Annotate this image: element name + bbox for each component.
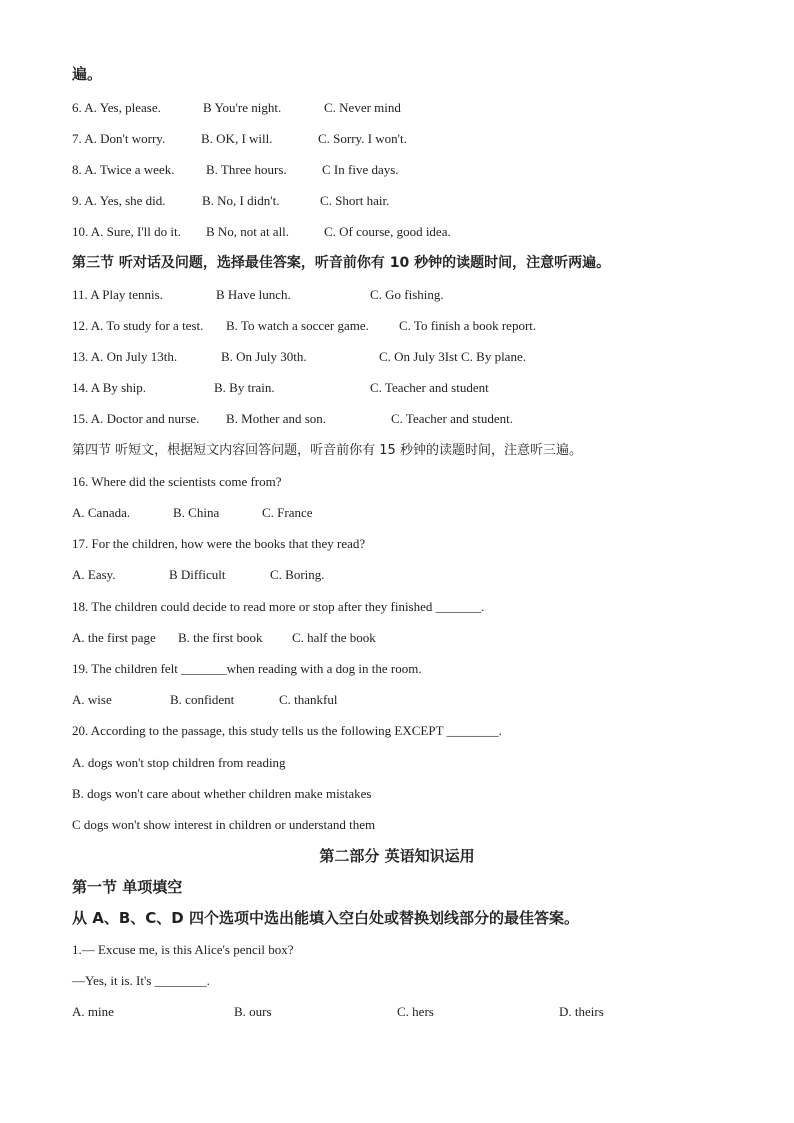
question-20-stem: 20. According to the passage, this study tells us the following EXCEPT ________. — [72, 723, 502, 738]
option-c: C. To finish a book report. — [399, 318, 537, 333]
intro-tail: 遍。 — [72, 65, 103, 83]
option-c: C. Sorry. I won't. — [318, 131, 407, 146]
option-b: B Have lunch. — [216, 287, 291, 302]
option-b: B. On July 30th. — [221, 349, 307, 364]
option-a: 12. A. To study for a test. — [72, 318, 204, 333]
option-c: C. France — [262, 505, 313, 520]
option-a: 14. A By ship. — [72, 380, 147, 395]
option-c: C. half the book — [292, 630, 376, 645]
option-c: C. Never mind — [324, 100, 401, 115]
option-b: B. confident — [170, 692, 235, 707]
question-1-answer: —Yes, it is. It's ________. — [72, 973, 210, 988]
option-c: C. Go fishing. — [370, 287, 444, 302]
question-17-stem: 17. For the children, how were the books that they read? — [72, 536, 366, 551]
option-b: B. Mother and son. — [226, 411, 327, 426]
option-a: 11. A Play tennis. — [72, 287, 163, 302]
option-c: C. Short hair. — [320, 193, 390, 208]
question-20-option-a: A. dogs won't stop children from reading — [72, 755, 286, 770]
option-a: 15. A. Doctor and nurse. — [72, 411, 200, 426]
option-a: 10. A. Sure, I'll do it. — [72, 224, 181, 239]
option-c: C. Teacher and student — [370, 380, 489, 395]
section-3-heading: 第三节 听对话及问题，选择最佳答案，听音前你有 10 秒钟的读题时间，注意听两遍。 — [72, 255, 611, 271]
option-b: B. ours — [234, 1004, 272, 1019]
option-a: A. Canada. — [72, 505, 131, 520]
option-a: 6. A. Yes, please. — [72, 100, 161, 115]
option-a: A. the first page — [72, 630, 156, 645]
question-19-stem: 19. The children felt _______when reading with a dog in the room. — [72, 661, 422, 676]
option-b: B. To watch a soccer game. — [226, 318, 369, 333]
option-c: C. Boring. — [270, 567, 325, 582]
question-20-option-b: B. dogs won't care about whether children make mistakes — [72, 786, 372, 801]
option-c: C. thankful — [279, 692, 338, 707]
option-a: 9. A. Yes, she did. — [72, 193, 166, 208]
section-4-heading: 第四节 听短文，根据短文内容回答问题，听音前你有 15 秒钟的读题时间，注意听三遍。 — [72, 443, 582, 458]
option-a: A. Easy. — [72, 567, 116, 582]
option-b: B. China — [173, 505, 220, 520]
option-b: B. the first book — [178, 630, 263, 645]
option-a: 8. A. Twice a week. — [72, 162, 175, 177]
option-a: 13. A. On July 13th. — [72, 349, 178, 364]
question-20-option-c: C dogs won't show interest in children or understand them — [72, 817, 376, 832]
option-a: A. mine — [72, 1004, 114, 1019]
part-2-section-1-heading: 第一节 单项填空 — [72, 878, 183, 896]
option-b: B. OK, I will. — [201, 131, 273, 146]
option-a: A. wise — [72, 692, 112, 707]
option-b: B. By train. — [214, 380, 275, 395]
option-b: B. No, I didn't. — [202, 193, 280, 208]
question-18-stem: 18. The children could decide to read more or stop after they finished _______. — [72, 599, 485, 614]
option-b: B No, not at all. — [206, 224, 290, 239]
option-c: C. Of course, good idea. — [324, 224, 451, 239]
question-16-stem: 16. Where did the scientists come from? — [72, 474, 282, 489]
part-2-instruction: 从 A、B、C、D 四个选项中选出能填入空白处或替换划线部分的最佳答案。 — [72, 909, 579, 927]
option-c: C. On July 3Ist C. By plane. — [379, 349, 526, 364]
option-a: 7. A. Don't worry. — [72, 131, 166, 146]
part-2-title: 第二部分 英语知识运用 — [319, 847, 475, 865]
option-d: D. theirs — [559, 1004, 604, 1019]
option-c: C. Teacher and student. — [391, 411, 513, 426]
option-b: B. Three hours. — [206, 162, 287, 177]
option-b: B Difficult — [169, 567, 226, 582]
option-c: C In five days. — [322, 162, 399, 177]
question-1-stem: 1.— Excuse me, is this Alice's pencil box? — [72, 942, 294, 957]
option-c: C. hers — [397, 1004, 434, 1019]
option-b: B You're night. — [203, 100, 282, 115]
